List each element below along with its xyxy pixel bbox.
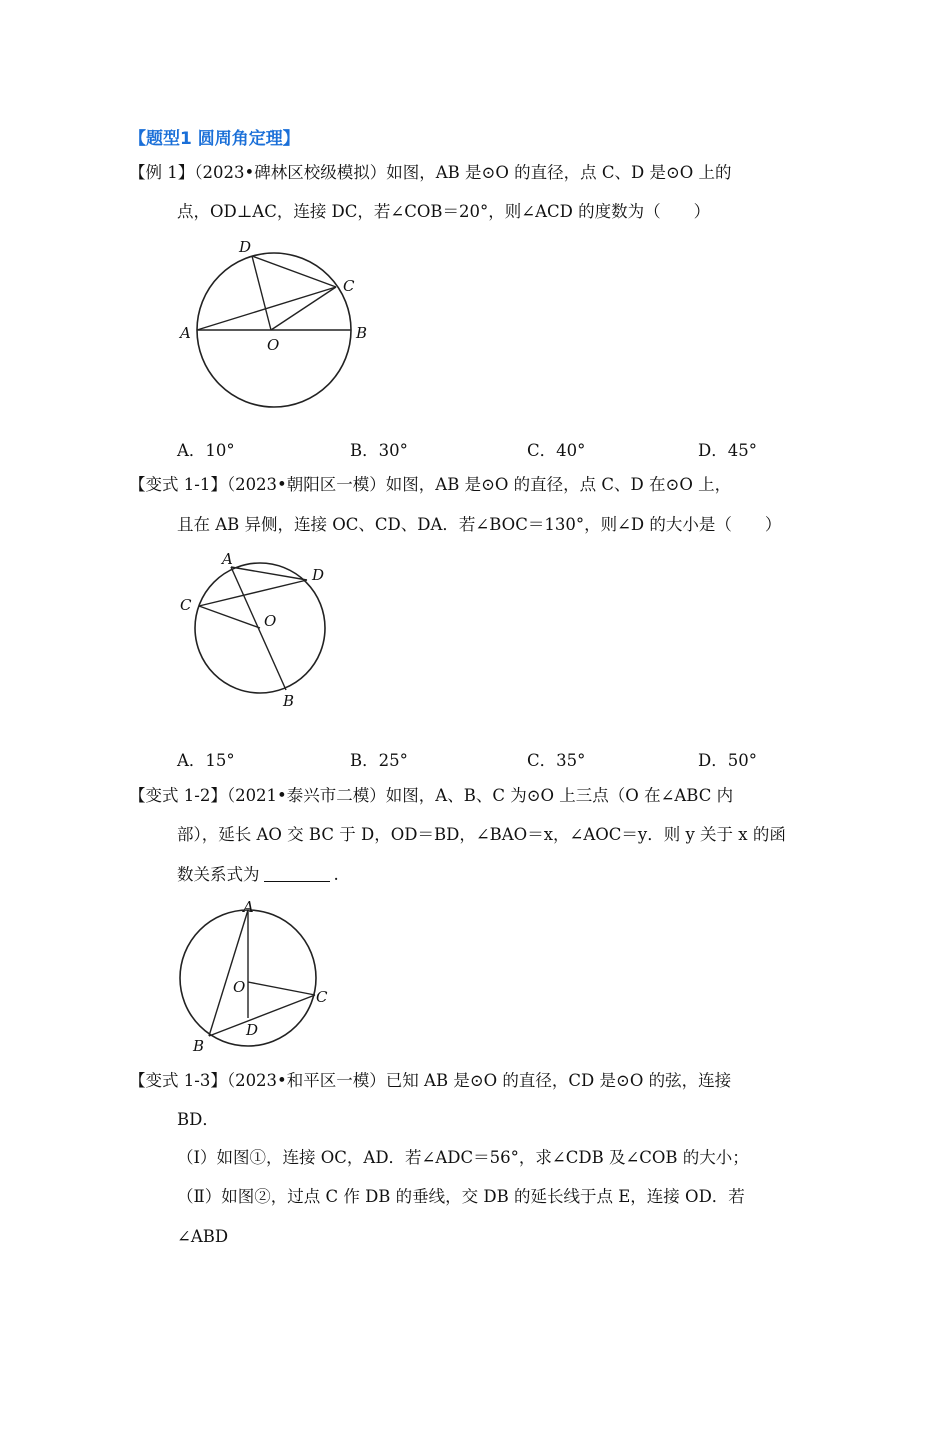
variant-1-3-line-2: BD． [177,1110,219,1129]
option-d[interactable]: D．50° [698,751,757,770]
label-d: D [312,566,325,584]
label-c: C [343,277,355,295]
variant-1-1-line-1: 【变式 1-1】（2023•朝阳区一模）如图，AB 是⊙O 的直径，点 C、D 在⊙O 上， [129,475,732,494]
option-c[interactable]: C．35° [527,751,586,770]
label-o: O [267,336,280,354]
label-a: A [243,898,254,916]
label-a: A [180,324,191,342]
variant-1-2-line-3 [177,864,339,886]
example-1-line-2: 点，OD⊥AC，连接 DC，若∠COB＝20°，则∠ACD 的度数为（ ） [177,202,711,221]
option-a[interactable]: A．15° [177,751,235,770]
variant-1-2-line-3-end: . [333,865,339,884]
variant-1-2-line-1: 【变式 1-2】（2021•泰兴市二模）如图，A、B、C 为⊙O 上三点（O 在∠ABC 内 [129,786,734,805]
example-1-line-1: 【例 1】（2023•碑林区校级模拟）如图，AB 是⊙O 的直径，点 C、D 是⊙O 上的 [129,163,732,182]
option-d[interactable]: D．45° [698,441,757,460]
variant-1-3-line-5: ∠ABD [177,1227,229,1246]
option-b[interactable]: B．30° [350,441,408,460]
variant-1-3-part-2: （Ⅱ）如图②，过点 C 作 DB 的垂线，交 DB 的延长线于点 E，连接 OD．若 [177,1187,745,1206]
label-d: D [239,238,252,256]
section-title: 【题型1 圆周角定理】 [129,129,300,149]
variant-1-3-part-1: （Ⅰ）如图①，连接 OC，AD．若∠ADC＝56°，求∠CDB 及∠COB 的大小； [177,1148,749,1167]
variant-1-1-options [177,747,817,771]
option-b[interactable]: B．25° [350,751,408,770]
variant-1-3-line-1: 【变式 1-3】（2023•和平区一模）已知 AB 是⊙O 的直径，CD 是⊙O 的弦，连接 [129,1071,732,1090]
label-d: D [246,1021,259,1039]
variant-1-1-line-2: 且在 AB 异侧，连接 OC、CD、DA．若∠BOC＝130°，则∠D 的大小是（ ） [177,515,782,534]
example-1-figure [176,234,376,414]
answer-blank[interactable] [264,865,330,882]
label-c: C [316,988,328,1006]
label-a: A [222,550,233,568]
label-o: O [233,978,246,996]
label-c: C [180,596,192,614]
variant-1-2-line-2: 部），延长 AO 交 BC 于 D，OD＝BD，∠BAO＝x，∠AOC＝y．则 y 关于 x 的函 [177,825,786,844]
label-b: B [356,324,368,342]
label-o: O [264,612,277,630]
label-b: B [193,1037,205,1055]
variant-1-2-line-3-text: 数关系式为 [177,865,260,884]
example-1-options [177,437,817,461]
option-c[interactable]: C．40° [527,441,586,460]
option-a[interactable]: A．10° [177,441,235,460]
variant-1-2-figure [176,898,336,1058]
variant-1-1-figure [176,548,336,708]
label-b: B [283,692,295,710]
